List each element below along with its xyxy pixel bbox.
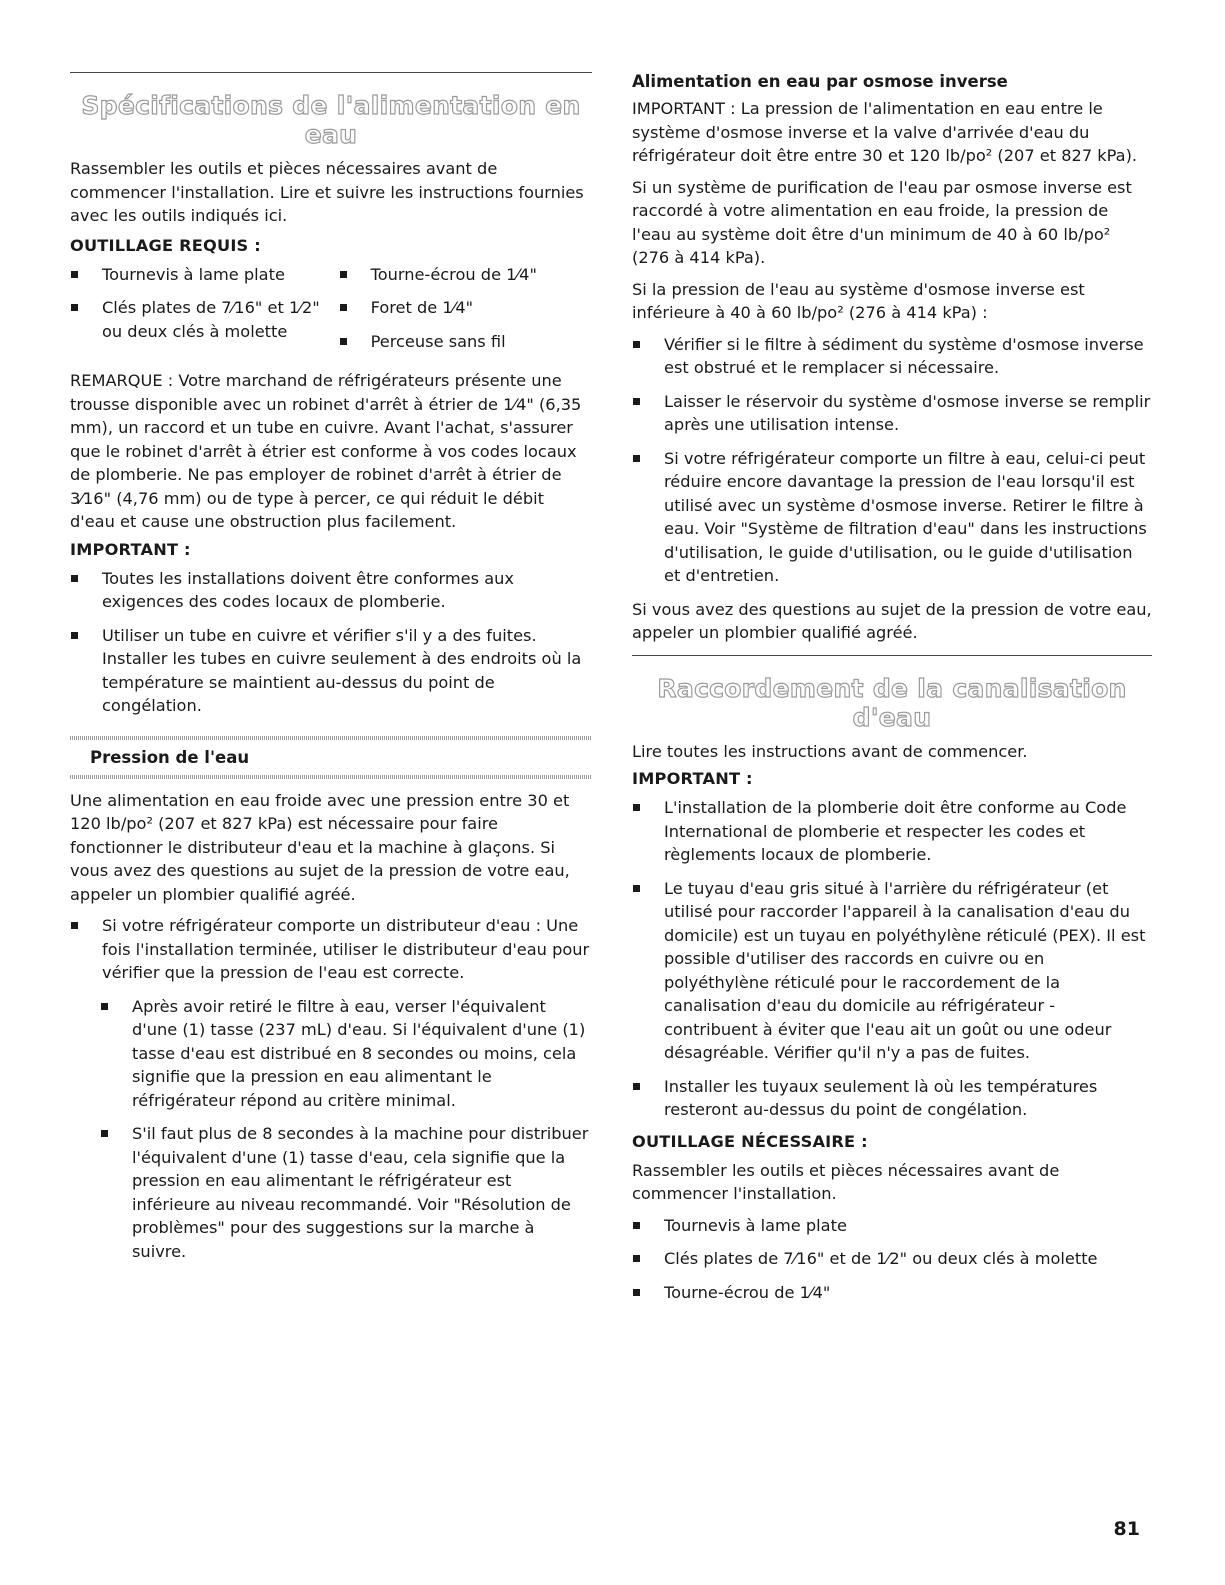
bullet-icon bbox=[101, 1003, 108, 1010]
bullet-icon bbox=[633, 1289, 640, 1296]
bullet-icon bbox=[633, 455, 640, 462]
bullet-icon bbox=[71, 632, 78, 639]
list-item: Si votre réfrigérateur comporte un filtre à eau, celui-ci peut réduire encore davantage la pression de l'eau lorsqu'il est utilisé avec un système d'osmose inverse. Retirer le filtre à eau. Voir "Système de filtration d'eau" dans les instructions d'utilisation, le guide d'utilisation, ou le guide d'utilisation et d'entretien. bbox=[632, 447, 1152, 588]
ro-paragraph-3: Si vous avez des questions au sujet de la pression de votre eau, appeler un plombier qualifié agréé. bbox=[632, 599, 1152, 642]
list-item: Tourne-écrou de 1⁄4" bbox=[339, 263, 592, 287]
bullet-icon bbox=[340, 304, 347, 311]
section-title-water-line: Raccordement de la canalisation d'eau bbox=[657, 673, 1127, 732]
important-heading: IMPORTANT : bbox=[632, 769, 753, 788]
tools-heading: OUTILLAGE NÉCESSAIRE : bbox=[632, 1131, 868, 1151]
pressure-section-header bbox=[70, 736, 592, 779]
bullet-icon bbox=[633, 804, 640, 811]
ro-title: Alimentation en eau par osmose inverse bbox=[632, 72, 1008, 91]
list-item: S'il faut plus de 8 secondes à la machine pour distribuer l'équivalent d'une (1) tasse d'eau, cela signifie que la pression en eau alimentant le réfrigérateur est inférieure au niveau recommandé. Voir "Résolution de problèmes" pour des suggestions sur la marche à suivre. bbox=[100, 1122, 592, 1263]
list-item: Toutes les installations doivent être conformes aux exigences des codes locaux de plomberie. bbox=[70, 567, 592, 614]
list-item: Le tuyau d'eau gris situé à l'arrière du réfrigérateur (et utilisé pour raccorder l'appareil à la canalisation d'eau du domicile) est un tuyau en polyéthylène réticulé (PEX). Il est possible d'utiliser des raccords en cuivre ou en polyéthylène réticulé pour le raccordement de la canalisation d'eau du domicile au réfrigérateur - contribuent à éviter que l'eau ait un goût ou une odeur désagréable. Vérifier qu'il n'y a pas de fuites. bbox=[632, 877, 1152, 1065]
list-item: Tournevis à lame plate bbox=[632, 1214, 1152, 1238]
bullet-icon bbox=[340, 338, 347, 345]
list-item: Clés plates de 7⁄16" et 1⁄2" ou deux clés à molette bbox=[70, 296, 339, 343]
list-item: Vérifier si le filtre à sédiment du système d'osmose inverse est obstrué et le remplacer si nécessaire. bbox=[632, 333, 1152, 380]
remark-paragraph: REMARQUE : Votre marchand de réfrigérateurs présente une trousse disponible avec un robinet d'arrêt à étrier de 1⁄4" (6,35 mm), un raccord et un tube en cuivre. Avant l'achat, s'assurer que le robinet d'arrêt à étrier est conforme à vos codes locaux de plomberie. Ne pas employer de robinet d'arrêt à étrier de 3⁄16" (4,76 mm) ou de type à percer, ce qui réduit le débit d'eau et cause une obstruction plus facilement. bbox=[70, 371, 582, 531]
right-column bbox=[632, 72, 1152, 1314]
bullet-icon bbox=[71, 304, 78, 311]
list-item: Utiliser un tube en cuivre et vérifier s'il y a des fuites. Installer les tubes en cuivre seulement à des endroits où la température se maintient au-dessus du point de congélation. bbox=[70, 624, 592, 718]
tools-heading: OUTILLAGE REQUIS : bbox=[70, 235, 261, 255]
bullet-icon bbox=[633, 1255, 640, 1262]
list-item: Clés plates de 7⁄16" et de 1⁄2" ou deux clés à molette bbox=[632, 1247, 1152, 1271]
bullet-icon bbox=[71, 922, 78, 929]
tools-intro: Rassembler les outils et pièces nécessaires avant de commencer l'installation. bbox=[632, 1160, 1060, 1203]
list-item: Perceuse sans fil bbox=[339, 330, 592, 354]
ro-paragraph-2: Si la pression de l'eau au système d'osmose inverse est inférieure à 40 à 60 lb/po² (276 à 414 kPa) : bbox=[632, 279, 1085, 322]
bullet-icon bbox=[340, 271, 347, 278]
list-item: Après avoir retiré le filtre à eau, verser l'équivalent d'une (1) tasse (237 mL) d'eau. Si l'équivalent d'une (1) tasse d'eau est distribué en 8 secondes ou moins, cela signifie que la pression en eau alimentant le réfrigérateur répond au critère minimal. bbox=[100, 995, 592, 1113]
list-item: Installer les tuyaux seulement là où les températures resteront au-dessus du point de congélation. bbox=[632, 1075, 1152, 1122]
bullet-icon bbox=[101, 1130, 108, 1137]
list-item: Tournevis à lame plate bbox=[70, 263, 339, 287]
page-number: 81 bbox=[1113, 1518, 1140, 1540]
dotted-rule bbox=[70, 775, 592, 779]
bullet-icon bbox=[633, 885, 640, 892]
ro-paragraph-1: Si un système de purification de l'eau par osmose inverse est raccordé à votre alimentation en eau froide, la pression de l'eau au système doit être d'un minimum de 40 à 60 lb/po² (276 à 414 kPa). bbox=[632, 177, 1132, 267]
list-item: Foret de 1⁄4" bbox=[339, 296, 592, 320]
list-item: Si votre réfrigérateur comporte un distributeur d'eau : Une fois l'installation terminée, utiliser le distributeur d'eau pour vérifier que la pression de l'eau est correcte. bbox=[70, 914, 592, 985]
bullet-icon bbox=[71, 271, 78, 278]
bullet-icon bbox=[633, 341, 640, 348]
list-item: L'installation de la plomberie doit être conforme au Code International de plomberie et respecter les codes et règlements locaux de plomberie. bbox=[632, 796, 1152, 867]
ro-important: IMPORTANT : La pression de l'alimentation en eau entre le système d'osmose inverse et la valve d'arrivée d'eau du réfrigérateur doit être entre 30 et 120 lb/po² (207 et 827 kPa). bbox=[632, 99, 1138, 165]
important-heading: IMPORTANT : bbox=[70, 539, 191, 559]
left-column bbox=[70, 72, 592, 1273]
pressure-paragraph: Une alimentation en eau froide avec une pression entre 30 et 120 lb/po² (207 et 827 kPa) est nécessaire pour faire fonctionner le distributeur d'eau et la machine à glaçons. Si vous avez des questions au sujet de la pression de votre eau, appeler un plombier qualifié agréé. bbox=[70, 790, 570, 904]
connection-intro: Lire toutes les instructions avant de commencer. bbox=[632, 741, 1028, 761]
tools-list bbox=[70, 263, 592, 364]
bullet-icon bbox=[633, 398, 640, 405]
list-item: Tourne-écrou de 1⁄4" bbox=[632, 1281, 1152, 1305]
tools-intro: Rassembler les outils et pièces nécessaires avant de commencer l'installation. Lire et suivre les instructions fournies avec les outils indiqués ici. bbox=[70, 159, 584, 225]
bullet-icon bbox=[633, 1083, 640, 1090]
bullet-icon bbox=[71, 575, 78, 582]
bullet-icon bbox=[633, 1222, 640, 1229]
section-title-water-supply: Spécifications de l'alimentation en eau bbox=[81, 91, 581, 149]
list-item: Laisser le réservoir du système d'osmose inverse se remplir après une utilisation intense. bbox=[632, 390, 1152, 437]
pressure-title: Pression de l'eau bbox=[90, 747, 250, 767]
